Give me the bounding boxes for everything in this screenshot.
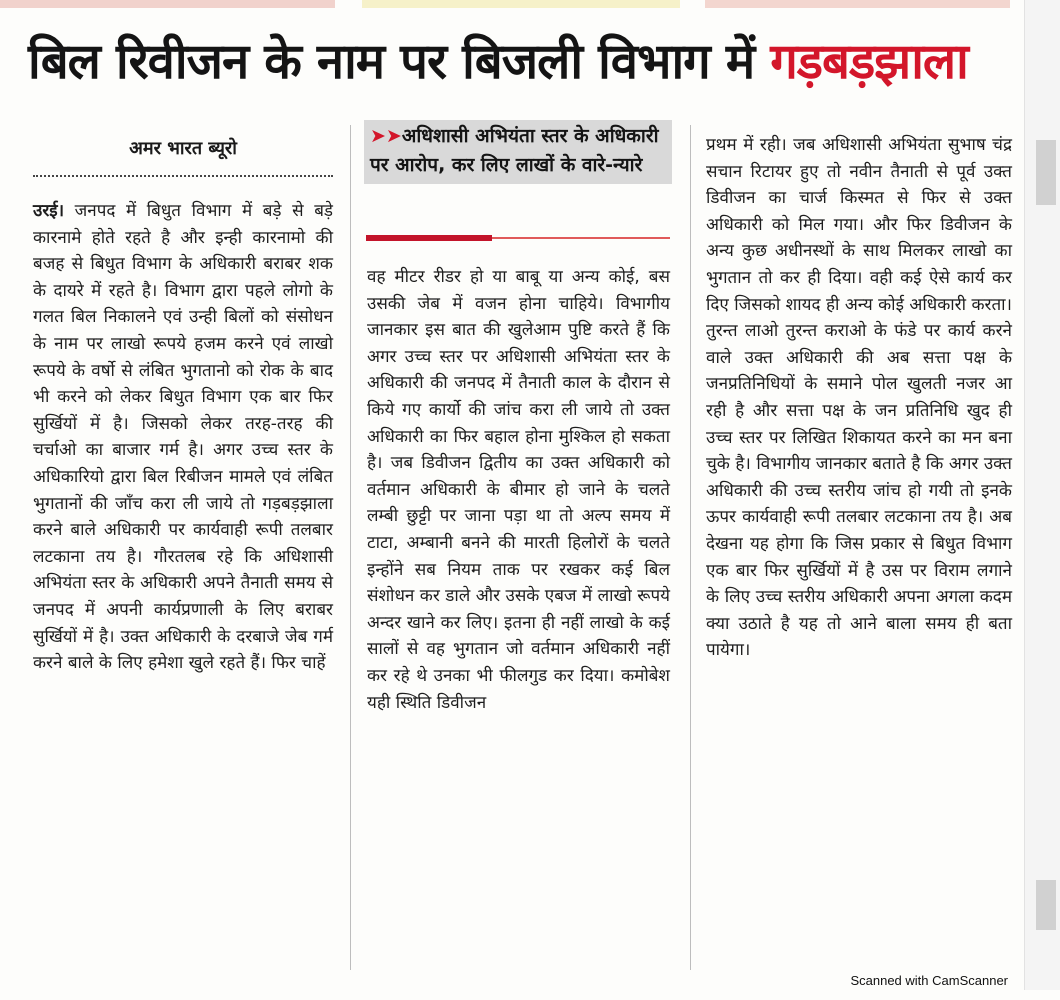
column-2-text: वह मीटर रीडर हो या बाबू या अन्य कोई, बस उसकी जेब में वजन होना चाहिये। विभागीय जानकार इस बात की खुलेआम पुष्टि करते हैं कि अगर उच्च स्तर पर अधिशासी अभियंता स्तर के अधिकारी की जनपद में तैनाती काल के दौरान से किये गए कार्यो की जांच करा ली जाये तो उक्त अधिकारी का फिर बहाल होना मुश्किल हो सकता है। जब डिवीजन द्वितीय का उक्त अधिकारी को वर्तमान अधिकारी के बीमार हो जाने के चलते लम्बी छुट्टी पर जाना पड़ा था तो अल्प समय में टाटा, अम्बानी बनने की मारती हिलोरों के चलते इन्होंने सब नियम ताक पर रखकर कई बिल संशोधन कर डाले और उसके एबज में लाखो रूपये अन्दर खाने कर लिए। इतना ही नहीं लाखो के कई सालों से वह भुगतान जो वर्तमान अधिकारी नहीं कर रहे थे उनका भी फीलगुड कर दिया। कमोबेश यही स्थिति डिवीजन <box>367 267 670 713</box>
dateline: उरई। <box>33 201 65 221</box>
top-color-strip <box>705 0 1010 8</box>
byline: अमर भारत ब्यूरो <box>129 138 237 159</box>
subheading-underline-bar <box>366 235 492 241</box>
column-divider <box>350 125 351 970</box>
article-column-1 <box>33 198 333 677</box>
column-3-text: प्रथम में रही। जब अधिशासी अभियंता सुभाष चंद्र सचान रिटायर हुए तो नवीन तैनाती से पूर्व उक्त डिवीजन का चार्ज किस्मत से फिर से उक्त अधिकारी को मिल गया। और फिर डिवीजन के अन्य कुछ अधीनस्थों के साथ मिलकर लाखो का भुगतान तो कर ही दिया। वही कई ऐसे कार्य कर दिए जिसको शायद ही अन्य कोई अधिकारी करता। तुरन्त लाओ तुरन्त कराओ के फंडे पर कार्य करने वाले उक्त अधिकारी की अब सत्ता पक्ष के जनप्रतिनिधियों के समाने पोल खुलती नजर आ रही है और सत्ता पक्ष के जन प्रतिनिधि खुद ही उच्च स्तर पर लिखित शिकायत करने का मन बना चुके है। विभागीय जानकार बताते है कि अगर उक्त अधिकारी की उच्च स्तरीय जांच हो गयी तो इनके ऊपर कार्यवाही रूपी तलबार लटकाना तय है। अब देखना यह होगा कि जिस प्रकार से बिधुत विभाग एक बार फिर सुर्खियों में है उस पर विराम लगाने के लिए उच्च स्तरीय अधिकारी अपना अगला कदम क्या उठाते है यह तो आने बाला समय ही बता पायेगा। <box>706 135 1012 661</box>
column-1-paragraph <box>33 198 333 677</box>
headline <box>28 20 1028 112</box>
article-column-2 <box>367 264 670 716</box>
adjacent-page-fragment <box>1036 140 1056 205</box>
subheading-text: अधिशासी अभियंता स्तर के अधिकारी पर आरोप, कर लिए लाखों के वारे-न्यारे <box>370 125 659 176</box>
subheading-underline-rule <box>492 237 670 239</box>
byline-dotted-rule <box>33 175 333 177</box>
column-divider <box>690 125 691 970</box>
top-color-strip <box>0 0 335 8</box>
top-color-strip <box>362 0 680 8</box>
column-1-text: जनपद में बिधुत विभाग में बड़े से बड़े कारनामे होते रहते है और इन्ही कारनामो की बजह से बिधुत विभाग के अधिकारी बराबर शक के दायरे में रहते है। विभाग द्वारा पहले लोगो के गलत बिल निकालने एवं उन्ही बिलों को संसोधन के नाम पर लाखो रूपये हजम करने एवं लाखो रूपये के वर्षो से लंबित भुगतानो को रोक के बाद भी करने को लेकर बिधुत विभाग एक बार फिर सुर्खियों में है। जिसको लेकर तरह-तरह की चर्चाओ का बाजार गर्म है। अगर उच्च स्तर के अधिकारियो द्वारा बिल रिबीजन मामले एवं लंबित भुगतानों की जाँच करा ली जाये तो गड़बड़झाला करने बाले अधिकारी पर कार्यवाही रूपी तलबार लटकाना तय है। गौरतलब रहे कि अधिशासी अभियंता स्तर के अधिकारी अपने तैनाती समय से जनपद में अपनी कार्यप्रणाली के लिए बराबर सुर्खियों में है। उक्त अधिकारी के दरबाजे जेब गर्म करने बाले के लिए हमेशा खुले रहते हैं। फिर चाहें <box>33 201 333 674</box>
double-arrow-icon: ➤➤ <box>370 125 402 147</box>
subheading-box <box>364 120 672 184</box>
headline-main: बिल रिवीजन के नाम पर बिजली विभाग में <box>28 33 771 90</box>
adjacent-page-fragment <box>1036 880 1056 930</box>
headline-highlight: गड़बड़झाला <box>770 33 968 90</box>
article-column-3 <box>706 132 1012 664</box>
scanner-watermark: Scanned with CamScanner <box>850 973 1008 988</box>
